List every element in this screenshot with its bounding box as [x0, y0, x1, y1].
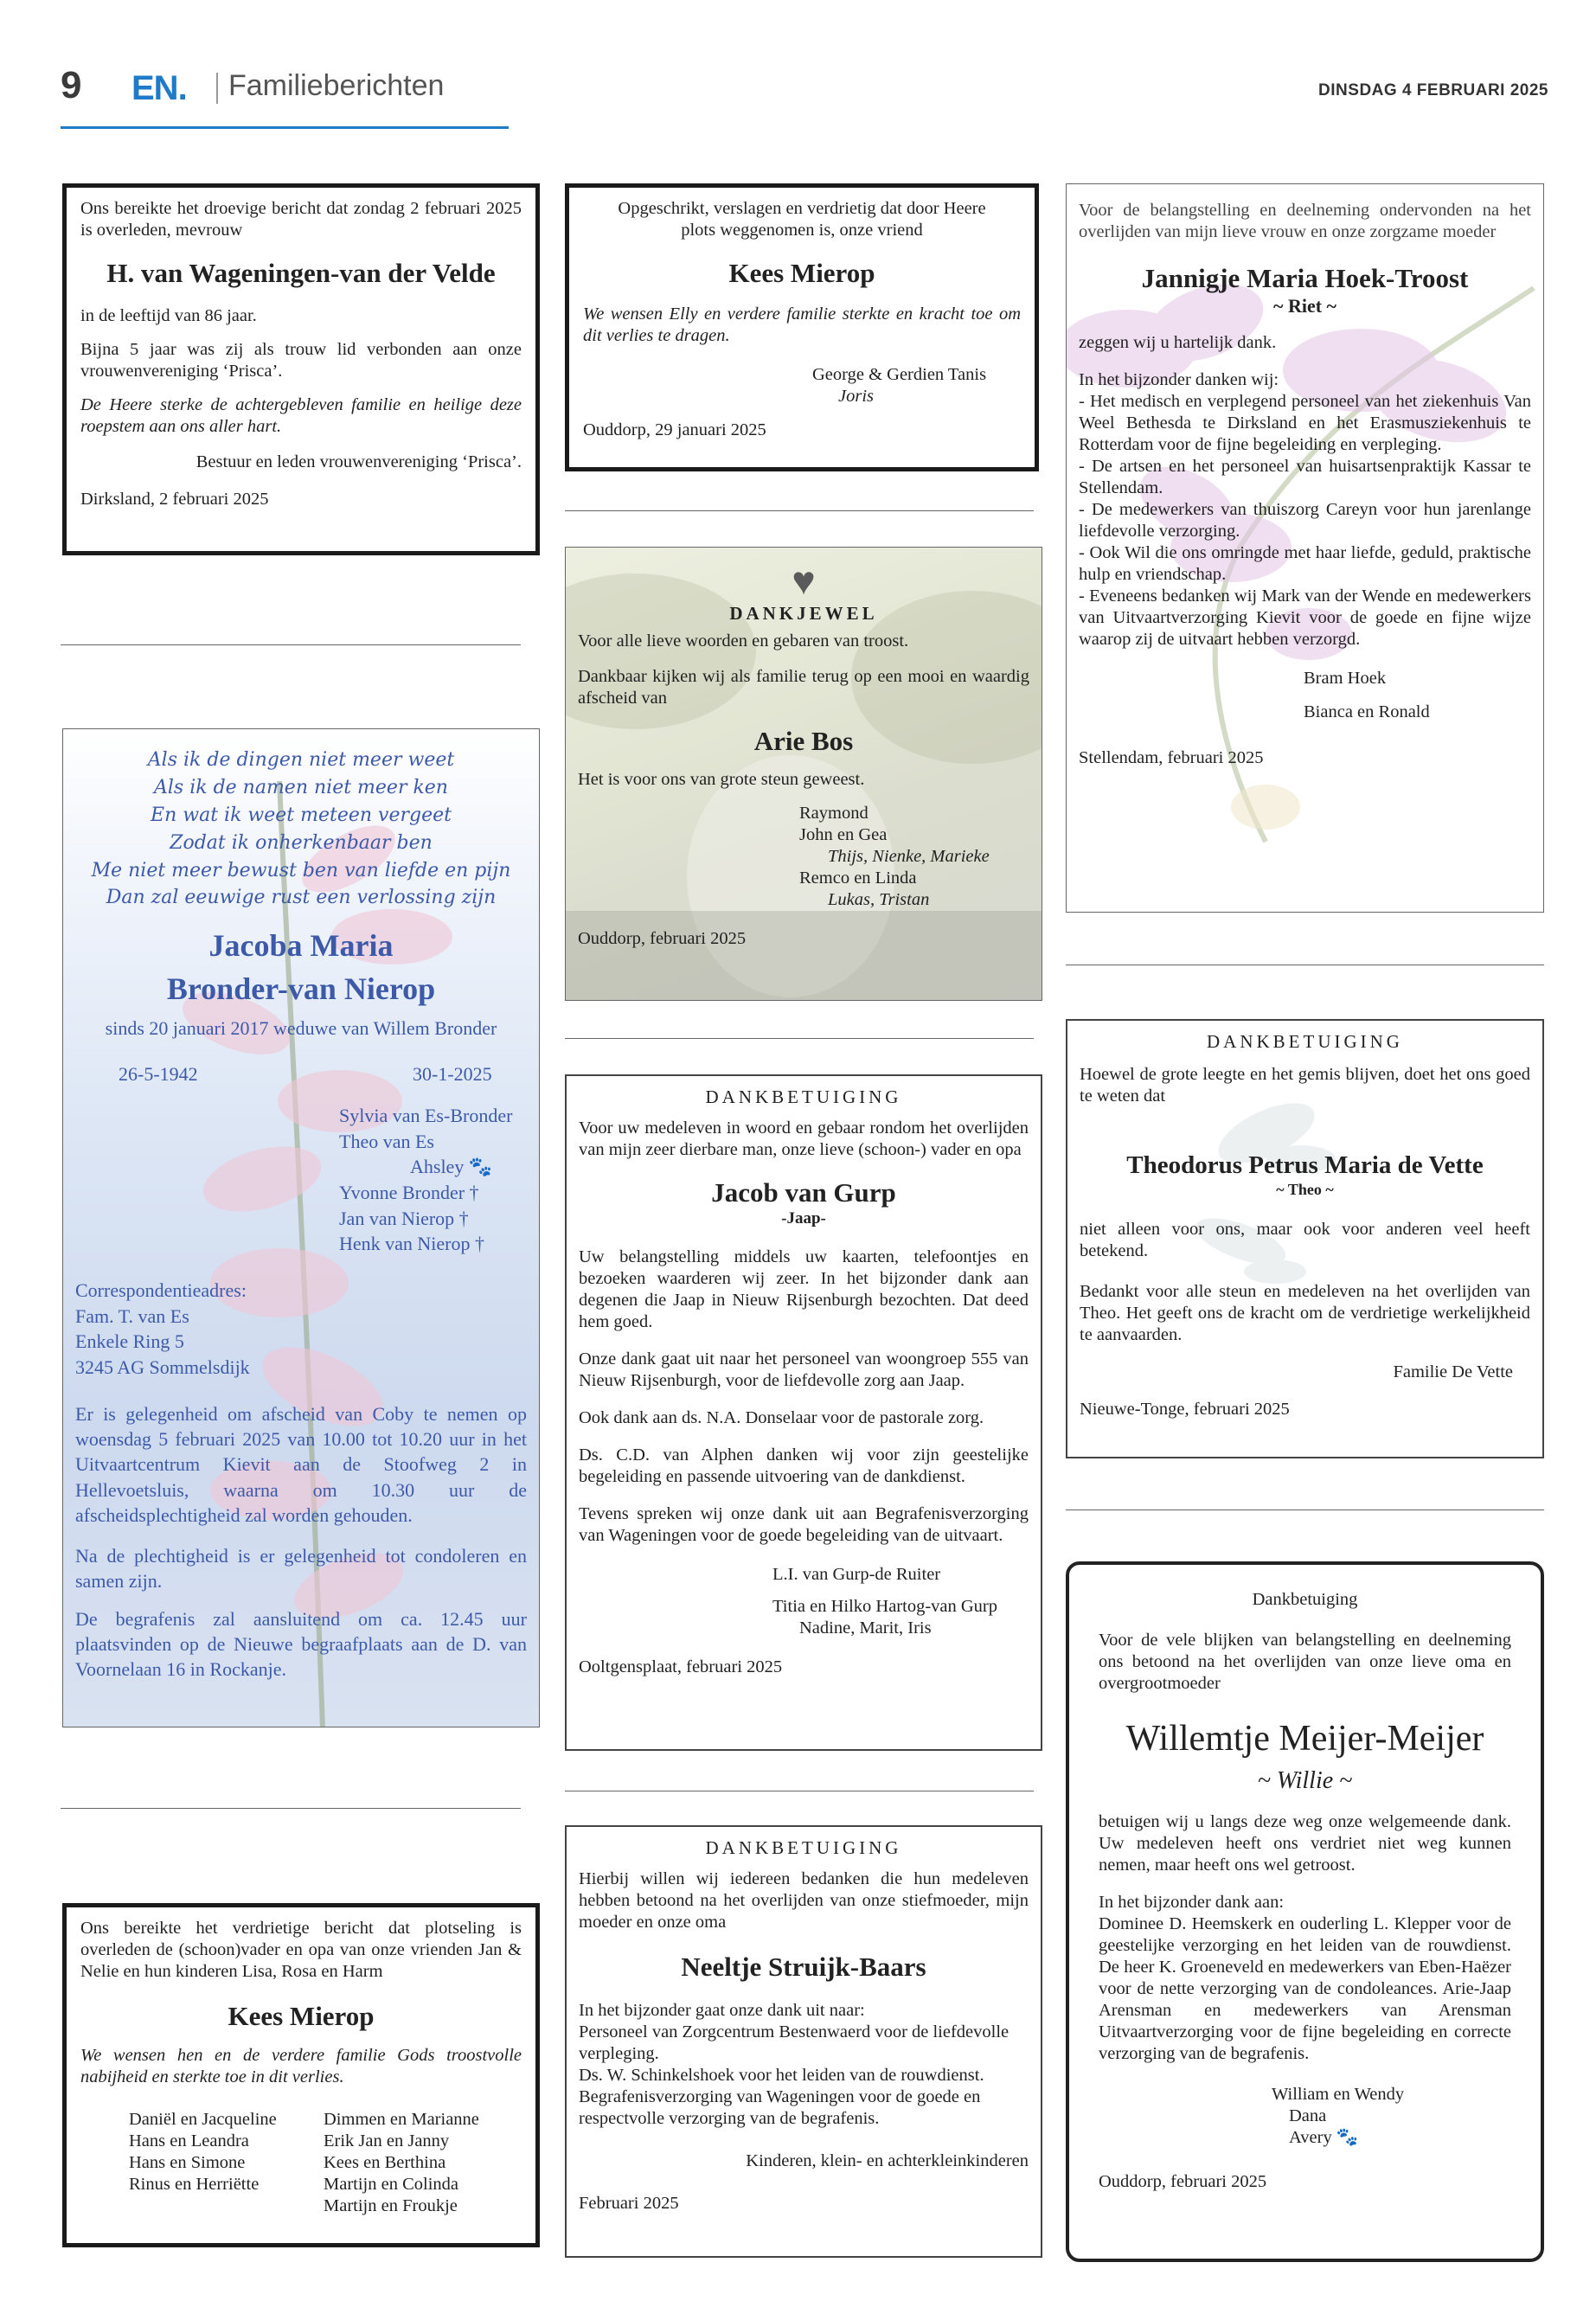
notice-place-date: Ouddorp, februari 2025 — [1099, 2172, 1267, 2192]
notice-intro: Voor de vele blijken van belangstelling en deelneming ons betoond na het overlijden van onze lieve oma en overgrootmoeder — [1099, 1631, 1511, 1693]
signature: Titia en Hilko Hartog-van Gurp — [772, 1596, 998, 1616]
sender-name: Rinus en Herriëtte — [129, 2174, 260, 2194]
signature: L.I. van Gurp-de Ruiter — [772, 1564, 941, 1584]
thanks-paragraph: Tevens spreken wij onze dank uit aan Begrafenisverzorging van Wageningen voor de goede begeleiding van de uitvaart. — [579, 1503, 1029, 1545]
notice-sender: George & Gerdien Tanis — [812, 364, 987, 384]
deceased-name: Jannigje Maria Hoek-Troost — [1141, 263, 1469, 293]
correspondence-address — [75, 1278, 527, 1381]
burial-info: De begrafenis zal aansluitend om ca. 12.45 uur plaatsvinden op de Nieuwe begraafplaats aan de D. van Voornelaan 16 in Rockanje. — [75, 1607, 527, 1681]
family-member: Theo van Es — [339, 1130, 434, 1152]
signature: Nadine, Marit, Iris — [799, 1618, 932, 1638]
condolence-kees-mierop-friends — [62, 1903, 540, 2247]
sender-name: Martijn en Colinda — [324, 2174, 459, 2194]
family-list — [578, 803, 1029, 911]
thanks-paragraph: Ook dank aan ds. N.A. Donselaar voor de pastorale zorg. — [579, 1407, 984, 1427]
notice-title: DANKBETUIGING — [705, 1837, 902, 1858]
birth-date: 26-5-1942 — [119, 1062, 198, 1085]
deceased-surname: Bronder-van Nierop — [166, 971, 436, 1007]
family-member: John en Gea — [799, 825, 888, 845]
signature: Bianca en Ronald — [1304, 702, 1430, 721]
column-separator — [61, 1808, 521, 1809]
address-line: Enkele Ring 5 — [75, 1330, 184, 1353]
section-title: Familieberichten — [228, 69, 445, 102]
deceased-name: Willemtje Meijer-Meijer — [1125, 1719, 1484, 1759]
thanks-jacob-van-gurp — [565, 1074, 1042, 1751]
signature: Dana — [1289, 2106, 1327, 2126]
notice-title: Dankbetuiging — [1252, 1590, 1358, 1609]
thanks-paragraph: Dominee D. Heemskerk en ouderling L. Klepper voor de geestelijke verzorging en het leiden van de rouwdienst. De heer K. Groeneveld en medewerkers van Eben-Haëzer voor de nette verzorging van de condoleances. Arie-Jaap Arensman en medewerkers van Arensman Uitvaartverzorging voor de fijne begeleiding en correcte verzorging van de begrafenis. — [1099, 1914, 1511, 2064]
deceased-nickname: ~ Willie ~ — [1257, 1767, 1353, 1795]
thanks-line: zeggen wij u hartelijk dank. — [1079, 332, 1277, 352]
poem-line: Als ik de dingen niet meer weet — [147, 749, 455, 771]
poem — [75, 747, 527, 912]
family-member: Raymond — [799, 804, 869, 824]
thanks-line: Dankbaar kijken wij als familie terug op een mooi en waardig afscheid van — [578, 666, 1029, 708]
deceased-name: Kees Mierop — [228, 2001, 375, 2031]
notice-intro: Ons bereikte het verdrietige bericht dat plotseling is overleden de (schoon)vader en opa van onze vrienden Jan & Nelie en hun kinderen Lisa, Rosa en Harm — [80, 1919, 522, 1981]
notice-intro: Voor uw medeleven in woord en gebaar rondom het overlijden van mijn zeer dierbare man, onze lieve (schoon-) vader en opa — [579, 1118, 1029, 1159]
notice-intro: Hierbij willen wij iedereen bedanken die hun medeleven hebben betoond na het overlijden van onze stiefmoeder, mijn moeder en onze oma — [579, 1868, 1029, 1932]
thanks-paragraph: In het bijzonder gaat onze dank uit naar: — [579, 2001, 865, 2021]
family-member: Yvonne Bronder † — [339, 1182, 479, 1204]
condolence-info: Na de plechtigheid is er gelegenheid tot condoleren en samen zijn. — [75, 1545, 527, 1593]
notice-intro: Opgeschrikt, verslagen en verdrietig dat door Heere plots weggenomen is, onze vriend — [618, 199, 986, 240]
family-member: Remco en Linda — [799, 868, 917, 888]
farewell-info: Er is gelegenheid om afscheid van Coby te nemen op woensdag 5 februari 2025 van 10.00 tot 10.20 uur in het Uitvaartcentrum Kievit aan de Stoofweg 2 in Hellevoetsluis, waarna om 10.30 uur de afscheidsplechtigheid zal worden gehouden. — [75, 1402, 527, 1526]
notice-place-date: Ouddorp, februari 2025 — [578, 929, 747, 949]
thanks-paragraph: Onze dank gaat uit naar het personeel van woongroep 555 van Nieuw Rijsenburgh, voor de liefdevolle zorg aan Jaap. — [579, 1349, 1029, 1390]
page-number: 9 — [61, 64, 82, 106]
death-notice-van-wageningen — [62, 183, 540, 555]
thanks-paragraph: Ds. W. Schinkelshoek voor het leiden van de rouwdienst. — [579, 2066, 984, 2086]
issue-date: DINSDAG 4 FEBRUARI 2025 — [1318, 81, 1548, 99]
poem-line: Dan zal eeuwige rust een verlossing zijn — [106, 887, 497, 909]
deceased-first-names: Jacoba Maria — [208, 928, 394, 964]
sender-name: Dimmen en Marianne — [324, 2109, 479, 2129]
notice-place-date: Februari 2025 — [579, 2194, 679, 2214]
thanks-neeltje-struijk-baars — [565, 1825, 1042, 2258]
thanks-paragraph: niet alleen voor ons, maar ook voor anderen veel heeft betekend. — [1080, 1219, 1530, 1260]
deceased-nickname: -Jaap- — [781, 1209, 826, 1228]
family-member: Ahsley 🐾 — [410, 1156, 493, 1178]
notice-title: DANKJEWEL — [729, 603, 878, 624]
deceased-nickname: ~ Theo ~ — [1276, 1180, 1334, 1198]
notice-place-date: Ooltgensplaat, februari 2025 — [579, 1657, 783, 1676]
notice-sender: Bestuur en leden vrouwenvereniging ‘Prisca’. — [195, 452, 522, 471]
notice-wish: We wensen hen en de verdere familie Gods troostvolle nabijheid en sterkte toe in dit verlies. — [80, 2045, 522, 2086]
thanks-item: - Ook Wil die ons omringde met haar liefde, geduld, praktische hulp en vriendschap. — [1079, 542, 1531, 584]
column-separator — [61, 644, 521, 645]
poem-line: Als ik de namen niet meer ken — [154, 776, 448, 798]
death-date: 30-1-2025 — [413, 1062, 492, 1085]
notice-membership: Bijna 5 jaar was zij als trouw lid verbonden aan onze vrouwenvereniging ‘Prisca’. — [80, 339, 522, 381]
deceased-name: Kees Mierop — [728, 258, 875, 288]
sender-name: Hans en Simone — [129, 2152, 246, 2172]
notice-place-date: Ouddorp, 29 januari 2025 — [583, 420, 766, 439]
notice-intro: Hoewel de grote leegte en het gemis blijven, doet het ons goed te weten dat — [1080, 1064, 1530, 1106]
thanks-paragraph: In het bijzonder danken wij: — [1079, 369, 1279, 389]
family-member: Sylvia van Es-Bronder — [339, 1104, 513, 1126]
thanks-item: - De medewerkers van thuiszorg Careyn voor hun jarenlange liefdevolle verzorging. — [1079, 499, 1531, 541]
thanks-paragraph: Ds. C.D. van Alphen danken wij voor zijn geestelijke begeleiding en passende uitvoering van de dankdienst. — [579, 1445, 1029, 1486]
thanks-paragraph: betuigen wij u langs deze weg onze welgemeende dank. Uw medeleven heeft ons verdriet niet weg kunnen nemen, maar heeft ons wel getroost. — [1099, 1812, 1511, 1875]
life-dates — [75, 1063, 527, 1091]
thanks-arie-bos — [565, 547, 1042, 1001]
sender-columns — [80, 2109, 522, 2217]
signature: William en Wendy — [1272, 2085, 1405, 2105]
thanks-item: - Het medisch en verplegend personeel van het ziekenhuis Van Weel Bethesda te Dirksland en het Erasmusziekenhuis te Rotterdam voor de fijne begeleiding en verpleging. — [1079, 391, 1531, 454]
thanks-jannigje-hoek-troost — [1066, 183, 1544, 913]
thanks-paragraph: Bedankt voor alle steun en medeleven na het overlijden van Theo. Het geeft ons de kracht om de verdrietige werkelijkheid te aanvaarden. — [1080, 1281, 1530, 1344]
sender-name: Hans en Leandra — [129, 2131, 249, 2150]
notice-sender-child: Joris — [838, 386, 874, 406]
thanks-line: Voor alle lieve woorden en gebaren van troost. — [578, 631, 909, 651]
notice-wish: We wensen Elly en verdere familie sterkte en kracht toe om dit verlies te dragen. — [583, 304, 1021, 345]
heart-icon: ♥ — [792, 559, 816, 603]
thanks-willemtje-meijer-meijer — [1066, 1561, 1544, 2262]
column-separator — [565, 1038, 1034, 1039]
column-separator — [1066, 1509, 1544, 1510]
family-member: Thijs, Nienke, Marieke — [828, 847, 990, 867]
header-underline — [61, 126, 509, 129]
family-member: Jan van Nierop † — [339, 1207, 469, 1229]
notice-title: DANKBETUIGING — [705, 1086, 902, 1107]
newspaper-logo: EN. — [131, 69, 187, 107]
address-line: Correspondentieadres: — [75, 1279, 247, 1302]
thanks-item: - Eveneens bedanken wij Mark van der Wende en medewerkers van Uitvaartverzorging Kievit voor de goede en fijne wijze waarop zij de uitvaart hebben verzorgd. — [1079, 586, 1531, 649]
sender-name: Martijn en Froukje — [324, 2195, 458, 2215]
deceased-nickname: ~ Riet ~ — [1273, 294, 1336, 317]
family-list — [339, 1103, 527, 1257]
sender-name: Kees en Berthina — [324, 2152, 446, 2172]
thanks-item: - De artsen en het personeel van huisartsenpraktijk Kassar te Stellendam. — [1079, 456, 1531, 497]
poem-line: Zodat ik onherkenbaar ben — [170, 831, 433, 854]
thanks-paragraph: Begrafenisverzorging van Wageningen voor de goede en respectvolle verzorging van de begrafenis. — [579, 2087, 981, 2129]
deceased-name: Theodorus Petrus Maria de Vette — [1126, 1150, 1484, 1179]
signature: Kinderen, klein- en achterkleinkinderen — [746, 2151, 1029, 2171]
address-line: Fam. T. van Es — [75, 1304, 189, 1327]
header-divider — [216, 73, 218, 104]
condolence-kees-mierop — [565, 183, 1039, 471]
signature: Avery 🐾 — [1289, 2128, 1359, 2148]
notice-place-date: Stellendam, februari 2025 — [1079, 747, 1264, 767]
deceased-name: H. van Wageningen-van der Velde — [106, 258, 496, 288]
notice-wish: De Heere sterke de achtergebleven familie en heilige deze roepstem aan ons aller hart. — [80, 394, 522, 436]
thanks-paragraph: In het bijzonder dank aan: — [1099, 1893, 1285, 1913]
thanks-theodorus-de-vette — [1066, 1019, 1544, 1458]
sender-name: Daniël en Jacqueline — [129, 2109, 277, 2129]
notice-intro: Voor de belangstelling en deelneming ondervonden na het overlijden van mijn lieve vrouw en onze zorgzame moeder — [1079, 201, 1531, 241]
deceased-name: Neeltje Struijk-Baars — [681, 1951, 926, 1982]
death-notice-bronder-van-nierop — [62, 728, 540, 1727]
notice-place-date: Nieuwe-Tonge, februari 2025 — [1080, 1399, 1290, 1419]
poem-line: Me niet meer bewust ben van liefde en pijn — [91, 859, 511, 881]
address-line: 3245 AG Sommelsdijk — [75, 1356, 250, 1379]
deceased-name: Jacob van Gurp — [711, 1176, 896, 1208]
poem-line: En wat ik weet meteen vergeet — [151, 804, 452, 826]
notice-age: in de leeftijd van 86 jaar. — [80, 305, 257, 325]
widow-of: sinds 20 januari 2017 weduwe van Willem Bronder — [105, 1017, 497, 1040]
notice-place-date: Dirksland, 2 februari 2025 — [80, 489, 269, 509]
family-member: Henk van Nierop † — [339, 1233, 485, 1255]
notice-title: DANKBETUIGING — [1207, 1031, 1403, 1052]
thanks-line: Het is voor ons van grote steun geweest. — [578, 770, 865, 790]
family-member: Lukas, Tristan — [828, 890, 930, 910]
deceased-name: Arie Bos — [753, 725, 854, 756]
column-separator — [565, 510, 1034, 511]
signature: Familie De Vette — [1393, 1362, 1513, 1381]
thanks-paragraph: Uw belangstelling middels uw kaarten, telefoontjes en bezoeken waarderen wij zeer. In het bijzonder dank aan degenen die Jaap in Nieuw Rijsenburgh bezochten. Dat deed hem goed. — [579, 1247, 1029, 1331]
notice-intro: Ons bereikte het droevige bericht dat zondag 2 februari 2025 is overleden, mevrouw — [80, 199, 522, 240]
sender-name: Erik Jan en Janny — [324, 2131, 450, 2150]
thanks-paragraph: Personeel van Zorgcentrum Bestenwaerd voor de liefdevolle verpleging. — [579, 2022, 1010, 2064]
signature: Bram Hoek — [1304, 668, 1387, 688]
